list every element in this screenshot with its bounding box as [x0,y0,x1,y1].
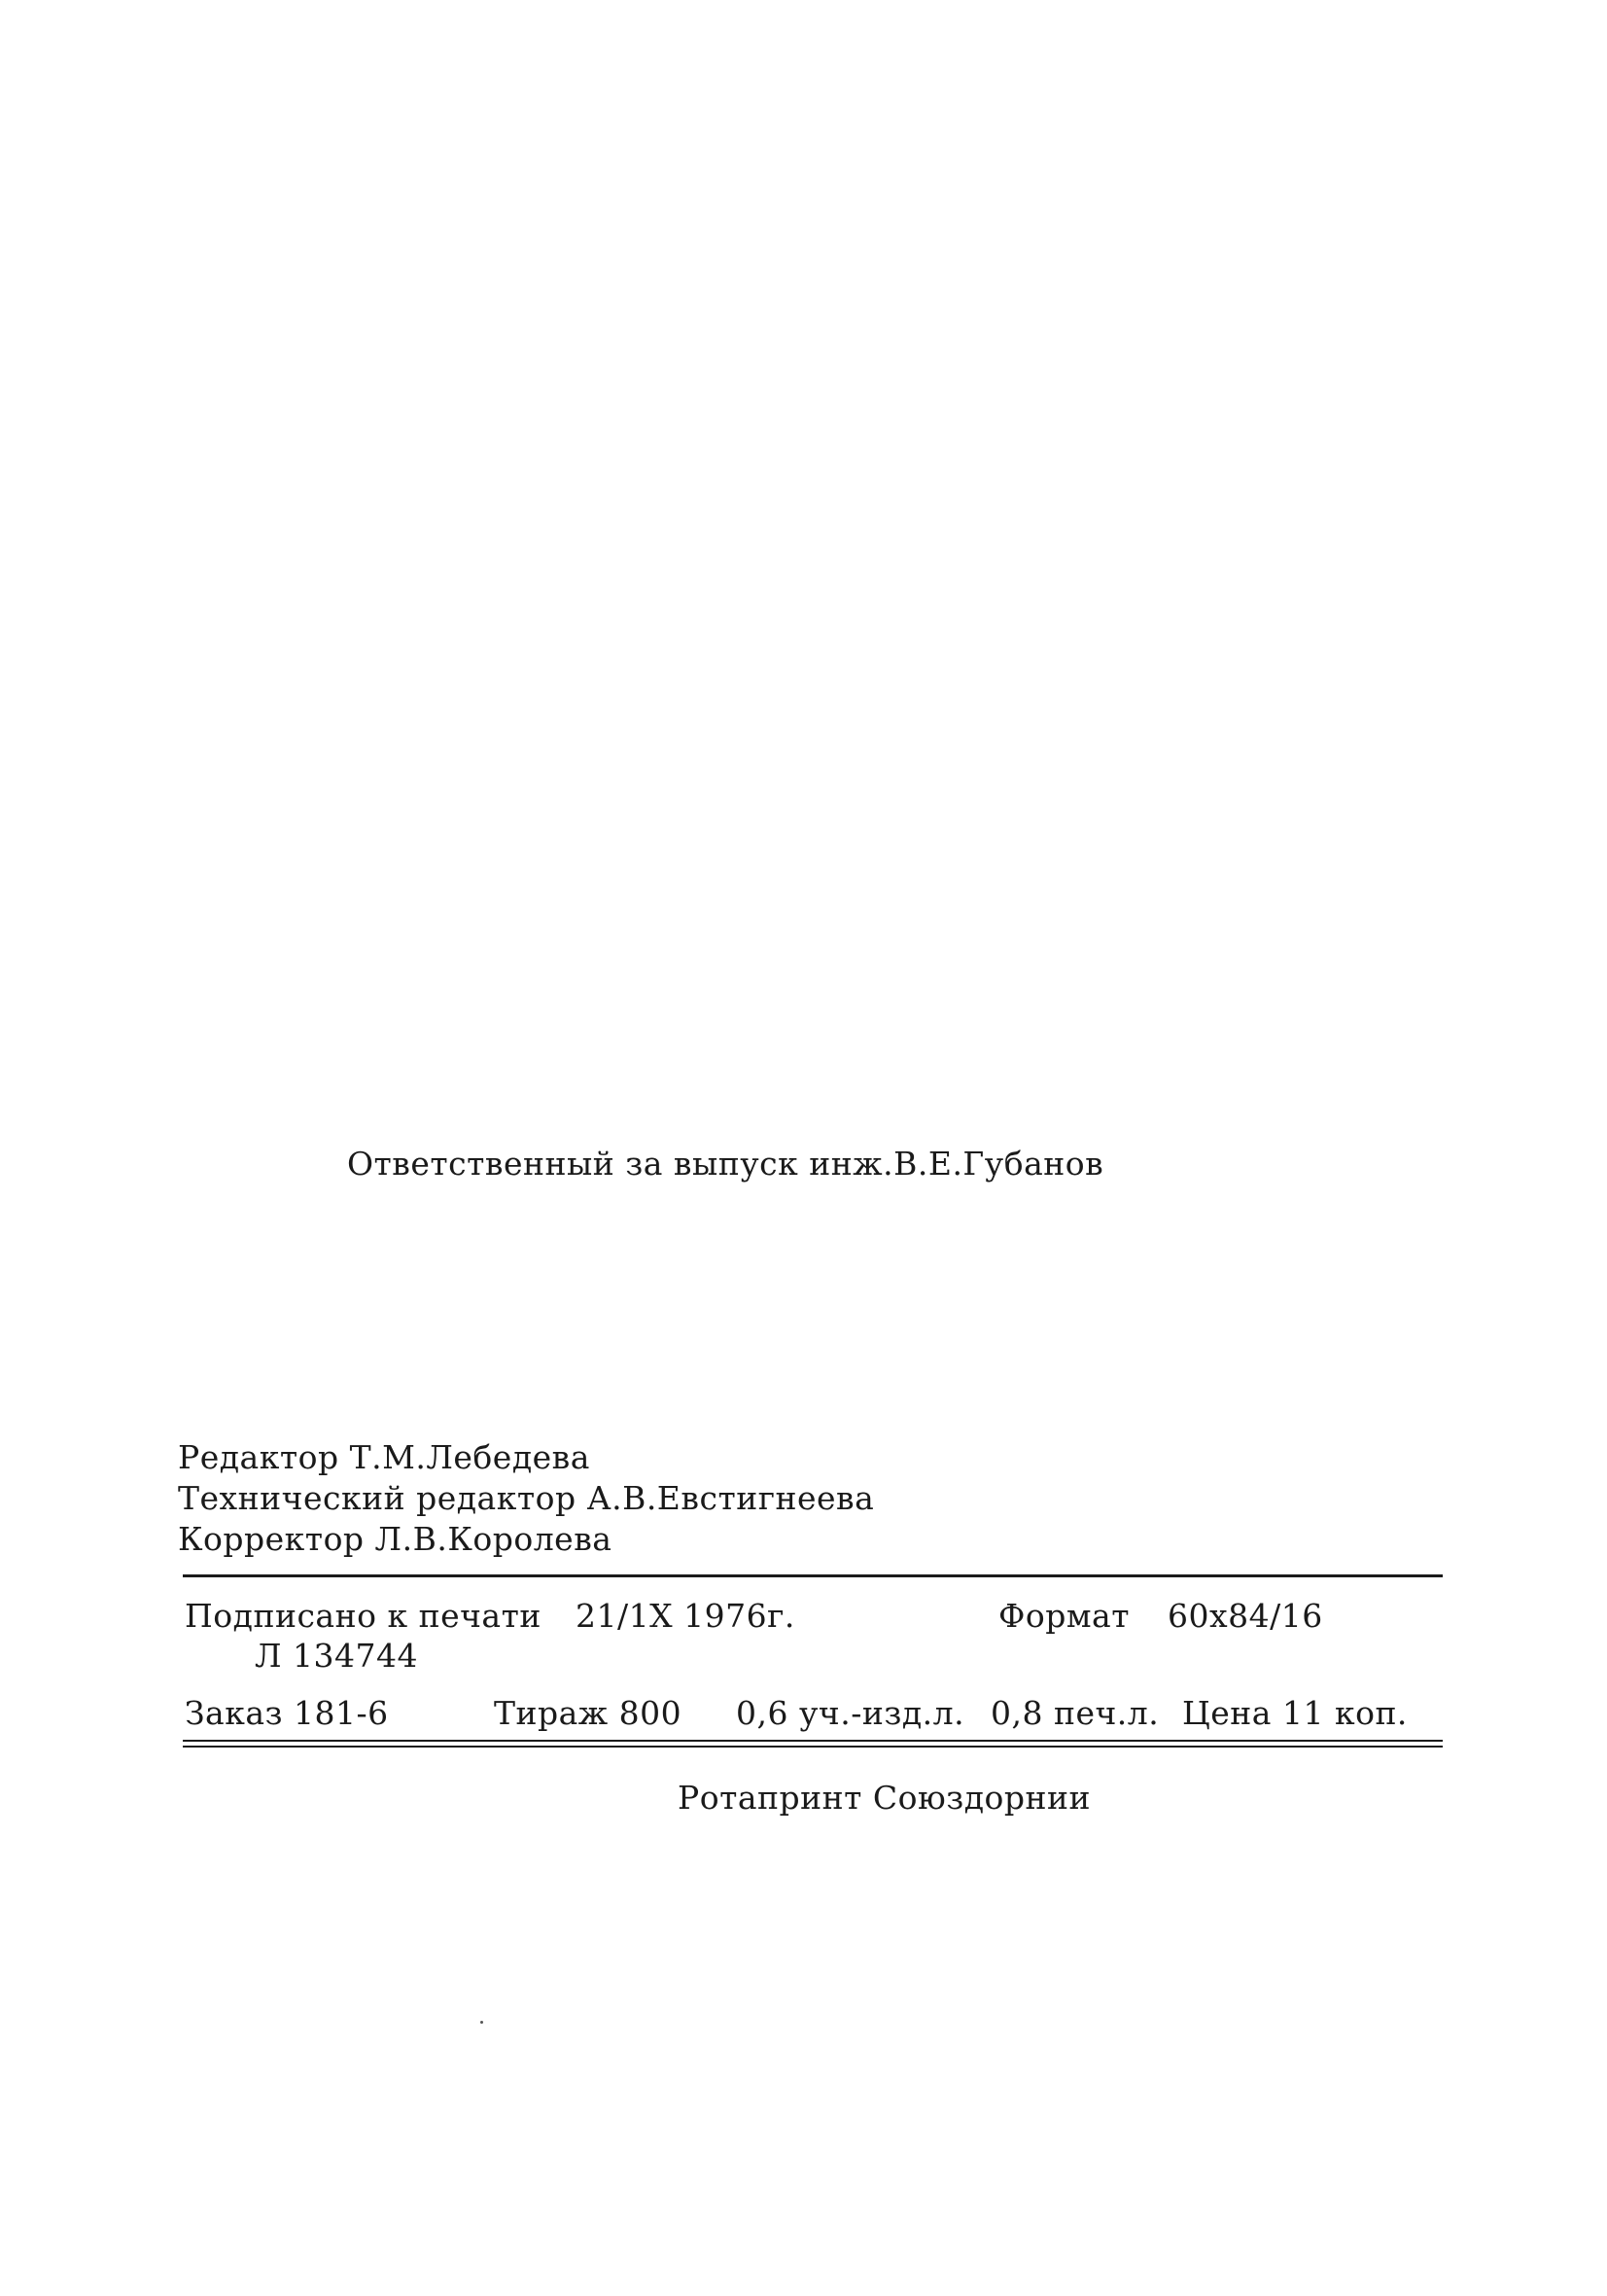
responsible-person: Ответственный за выпуск инж.В.Е.Губанов [347,1145,1104,1183]
signed-date: 21/1Х 1976г. [576,1597,795,1635]
circulation: Тираж 800 [494,1694,682,1732]
printed-sheets: 0,8 печ.л. [991,1694,1160,1732]
publisher-sheets: 0,6 уч.-изд.л. [736,1694,965,1732]
format-value: 60х84/16 [1168,1597,1323,1635]
printer-name: Ротапринт Союздорнии [678,1779,1091,1817]
bottom-rule [183,1740,1443,1748]
editor-credit: Редактор Т.М.Лебедева [178,1438,590,1476]
technical-editor-credit: Технический редактор А.В.Евстигнеева [178,1479,875,1517]
order-number: Заказ 181-6 [185,1694,389,1732]
paper-speck [480,2021,483,2024]
proofreader-credit: Корректор Л.В.Королева [178,1520,612,1558]
top-rule [183,1574,1443,1577]
format-label: Формат [998,1597,1130,1635]
price: Цена 11 коп. [1182,1694,1408,1732]
license-number: Л 134744 [255,1637,419,1675]
signed-for-print: Подписано к печати [185,1597,541,1635]
